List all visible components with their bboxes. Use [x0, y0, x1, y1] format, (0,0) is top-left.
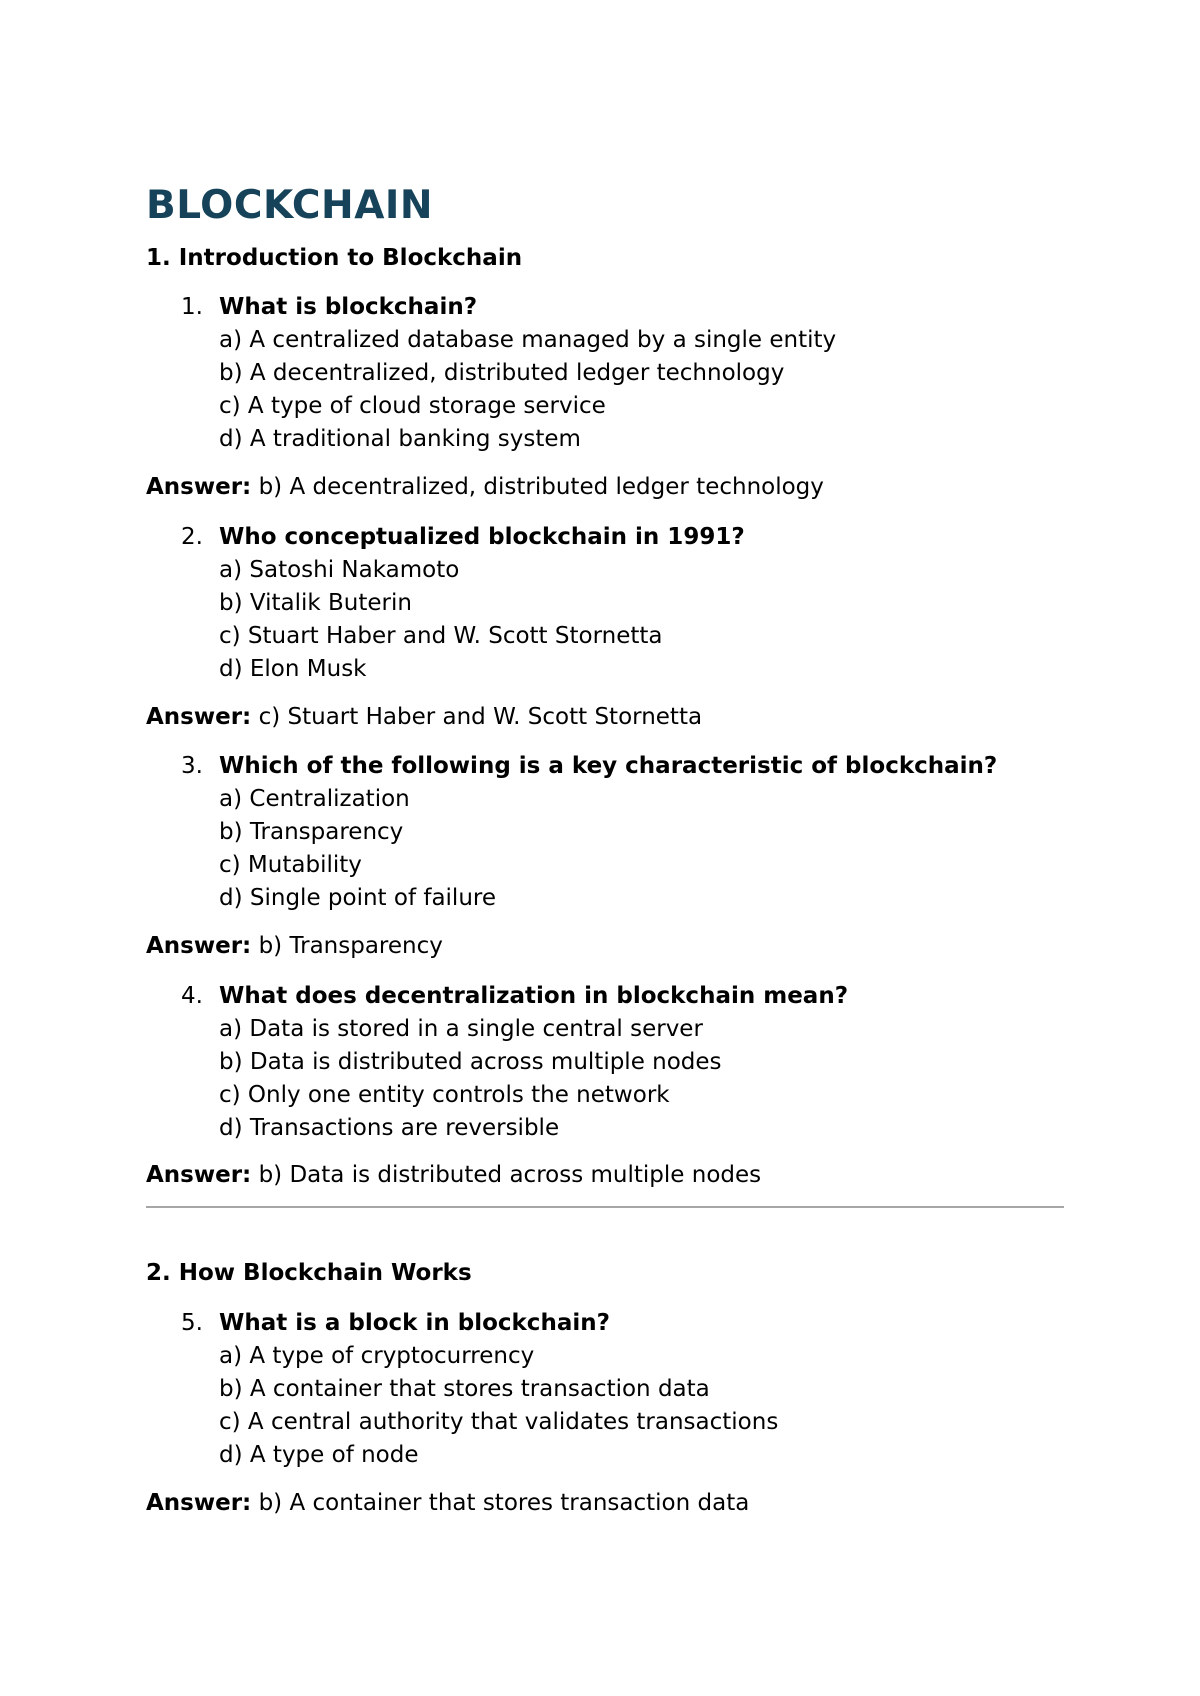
answer-option: c) Mutability	[219, 852, 362, 878]
answer-line	[146, 701, 702, 734]
answer-option: b) Data is distributed across multiple nodes	[219, 1049, 722, 1075]
answer-label: Answer:	[146, 474, 252, 500]
answer-label: Answer:	[146, 1490, 252, 1516]
answer-line	[146, 471, 824, 504]
question	[181, 750, 997, 915]
section-heading: 1. Introduction to Blockchain	[146, 245, 523, 271]
answer-line	[146, 1487, 749, 1520]
answer-option: a) Data is stored in a single central server	[219, 1016, 703, 1042]
answer-label: Answer:	[146, 933, 252, 959]
answer-text: b) A decentralized, distributed ledger technology	[258, 474, 824, 500]
question	[181, 291, 836, 456]
answer-option: c) A type of cloud storage service	[219, 393, 606, 419]
question	[181, 521, 745, 686]
answer-option: c) Stuart Haber and W. Scott Stornetta	[219, 623, 663, 649]
answer-text: b) Data is distributed across multiple nodes	[258, 1162, 762, 1188]
answer-option: c) Only one entity controls the network	[219, 1082, 670, 1108]
answer-line	[146, 930, 443, 963]
answer-option: c) A central authority that validates transactions	[219, 1409, 779, 1435]
answer-option: b) Transparency	[219, 819, 404, 845]
answer-option: d) A traditional banking system	[219, 426, 581, 452]
question-text: What does decentralization in blockchain mean?	[219, 983, 849, 1009]
answer-text: c) Stuart Haber and W. Scott Stornetta	[258, 704, 703, 730]
answer-option: d) Single point of failure	[219, 885, 496, 911]
question-text: Which of the following is a key characteristic of blockchain?	[219, 753, 998, 779]
answer-option: b) A container that stores transaction data	[219, 1376, 710, 1402]
question-text: What is blockchain?	[219, 294, 478, 320]
question-number: 5.	[181, 1310, 203, 1336]
answer-label: Answer:	[146, 1162, 252, 1188]
answer-option: a) A type of cryptocurrency	[219, 1343, 535, 1369]
question-number: 3.	[181, 753, 203, 779]
question-text: Who conceptualized blockchain in 1991?	[219, 524, 745, 550]
question-number: 1.	[181, 294, 203, 320]
answer-option: d) Elon Musk	[219, 656, 367, 682]
section-heading: 2. How Blockchain Works	[146, 1260, 472, 1286]
answer-line	[146, 1159, 761, 1192]
answer-option: a) A centralized database managed by a single entity	[219, 327, 837, 353]
question-text: What is a block in blockchain?	[219, 1310, 610, 1336]
answer-text: b) Transparency	[258, 933, 443, 959]
answer-option: a) Satoshi Nakamoto	[219, 557, 460, 583]
question	[181, 1307, 778, 1472]
answer-option: a) Centralization	[219, 786, 410, 812]
document-title: BLOCKCHAIN	[146, 183, 434, 228]
answer-option: d) A type of node	[219, 1442, 419, 1468]
answer-text: b) A container that stores transaction data	[258, 1490, 750, 1516]
question	[181, 980, 848, 1145]
answer-label: Answer:	[146, 704, 252, 730]
answer-option: b) A decentralized, distributed ledger technology	[219, 360, 785, 386]
question-number: 4.	[181, 983, 203, 1009]
question-number: 2.	[181, 524, 203, 550]
section-divider	[146, 1206, 1064, 1208]
answer-option: d) Transactions are reversible	[219, 1115, 560, 1141]
answer-option: b) Vitalik Buterin	[219, 590, 412, 616]
